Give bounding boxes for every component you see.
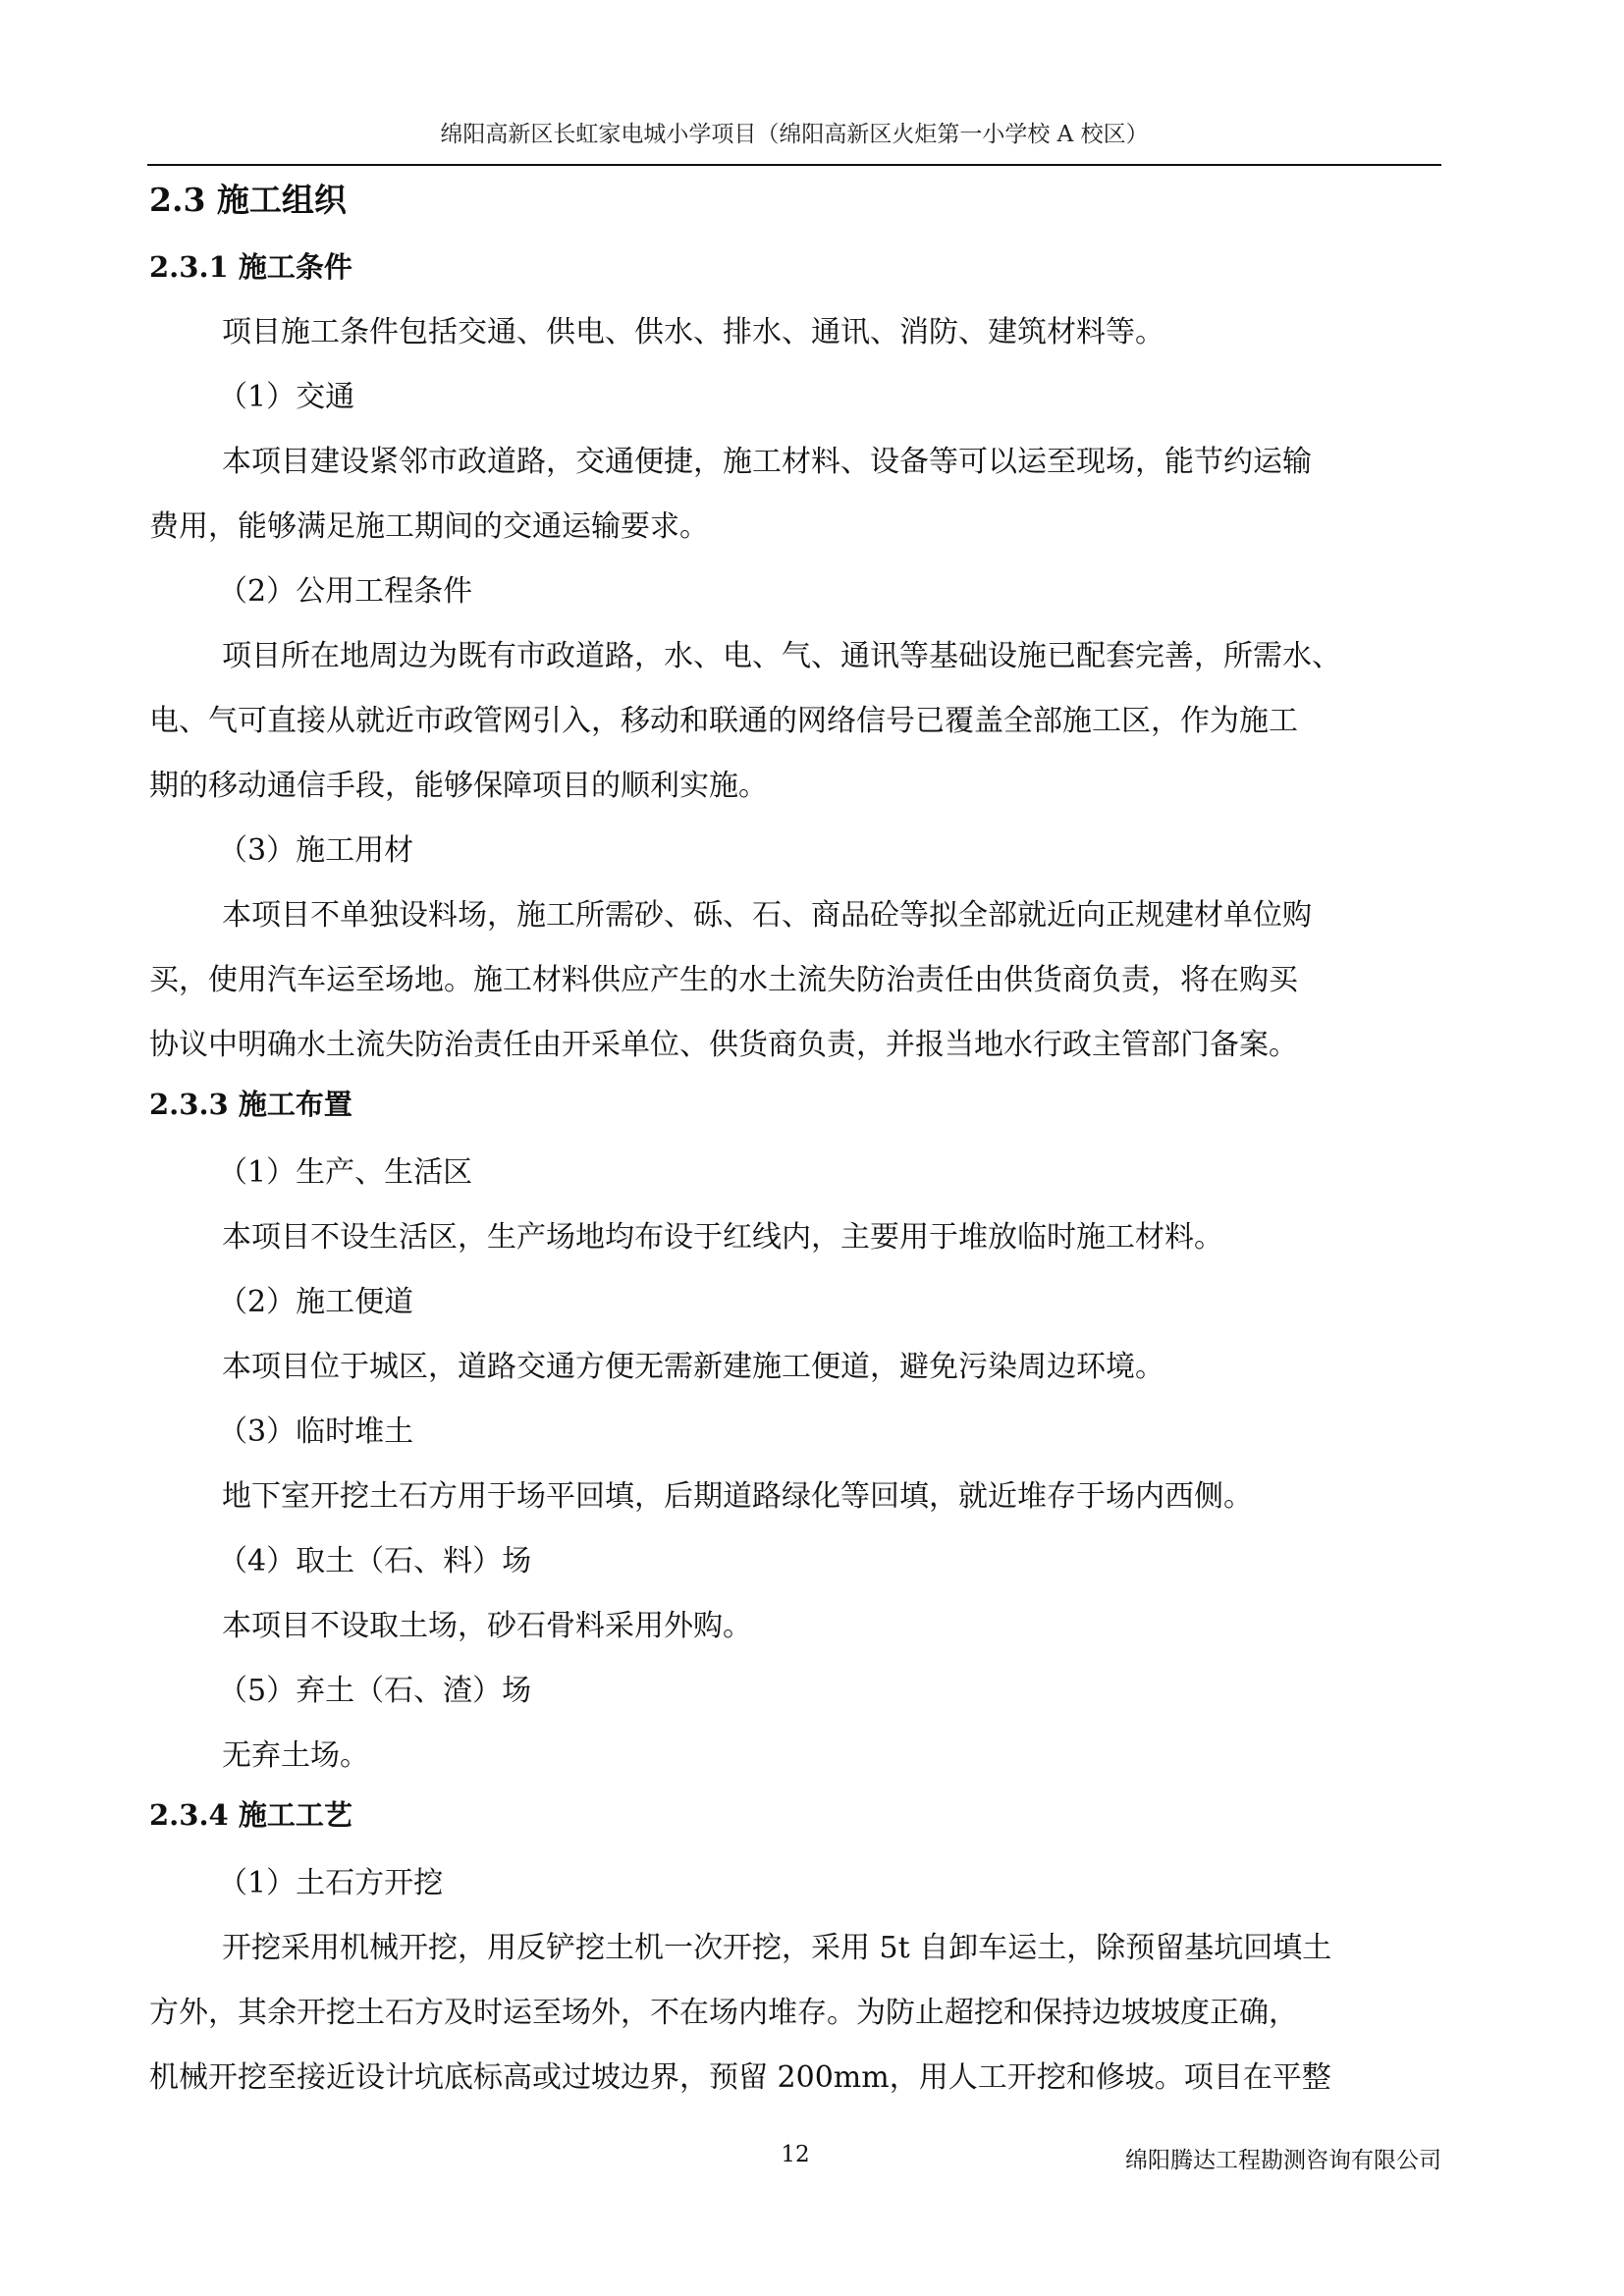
subheading-materials: （3）施工用材 bbox=[218, 833, 414, 868]
subheading-traffic: （1）交通 bbox=[218, 380, 355, 414]
section-heading-2-3-4: 2.3.4 施工工艺 bbox=[149, 1798, 352, 1832]
paragraph: 本项目建设紧邻市政道路，交通便捷，施工材料、设备等可以运至现场，能节约运输 bbox=[222, 445, 1312, 479]
subheading-access-road: （2）施工便道 bbox=[218, 1285, 414, 1319]
paragraph: 项目施工条件包括交通、供电、供水、排水、通讯、消防、建筑材料等。 bbox=[222, 315, 1164, 349]
paragraph: 地下室开挖土石方用于场平回填，后期道路绿化等回填，就近堆存于场内西侧。 bbox=[222, 1479, 1253, 1514]
paragraph: 开挖采用机械开挖，用反铲挖土机一次开挖，采用 5t 自卸车运土，除预留基坑回填土 bbox=[222, 1931, 1332, 1965]
paragraph: 本项目位于城区，道路交通方便无需新建施工便道，避免污染周边环境。 bbox=[222, 1350, 1164, 1384]
subheading-borrow-site: （4）取土（石、料）场 bbox=[218, 1544, 532, 1578]
page-header: 绵阳高新区长虹家电城小学项目（绵阳高新区火炬第一小学校 A 校区） bbox=[440, 122, 1149, 147]
subheading-excavation: （1）土石方开挖 bbox=[218, 1866, 444, 1900]
section-heading-2-3-3: 2.3.3 施工布置 bbox=[149, 1088, 352, 1121]
paragraph: 协议中明确水土流失防治责任由开采单位、供货商负责，并报当地水行政主管部门备案。 bbox=[149, 1028, 1298, 1062]
paragraph: 电、气可直接从就近市政管网引入，移动和联通的网络信号已覆盖全部施工区，作为施工 bbox=[149, 704, 1298, 738]
subheading-utilities: （2）公用工程条件 bbox=[218, 574, 473, 609]
section-heading-2-3-1: 2.3.1 施工条件 bbox=[149, 250, 352, 284]
subheading-temp-stockpile: （3）临时堆土 bbox=[218, 1415, 414, 1449]
section-heading-2-3: 2.3 施工组织 bbox=[149, 181, 347, 219]
paragraph: 买，使用汽车运至场地。施工材料供应产生的水土流失防治责任由供货商负责，将在购买 bbox=[149, 963, 1298, 997]
paragraph: 本项目不单独设料场，施工所需砂、砾、石、商品砼等拟全部就近向正规建材单位购 bbox=[222, 898, 1312, 933]
paragraph: 机械开挖至接近设计坑底标高或过坡边界，预留 200mm，用人工开挖和修坡。项目在平整 bbox=[149, 2060, 1331, 2095]
page-number: 12 bbox=[781, 2142, 810, 2167]
subheading-spoil-site: （5）弃土（石、渣）场 bbox=[218, 1674, 532, 1708]
paragraph: 无弃土场。 bbox=[222, 1738, 369, 1773]
paragraph: 项目所在地周边为既有市政道路，水、电、气、通讯等基础设施已配套完善，所需水、 bbox=[222, 639, 1341, 673]
paragraph: 方外，其余开挖土石方及时运至场外，不在场内堆存。为防止超挖和保持边坡坡度正确， bbox=[149, 1996, 1298, 2030]
paragraph: 费用，能够满足施工期间的交通运输要求。 bbox=[149, 509, 709, 544]
paragraph: 本项目不设生活区，生产场地均布设于红线内，主要用于堆放临时施工材料。 bbox=[222, 1220, 1223, 1255]
paragraph: 期的移动通信手段，能够保障项目的顺利实施。 bbox=[149, 769, 768, 803]
footer-company: 绵阳腾达工程勘测咨询有限公司 bbox=[1125, 2148, 1441, 2173]
subheading-living-area: （1）生产、生活区 bbox=[218, 1155, 473, 1190]
paragraph: 本项目不设取土场，砂石骨料采用外购。 bbox=[222, 1609, 752, 1643]
